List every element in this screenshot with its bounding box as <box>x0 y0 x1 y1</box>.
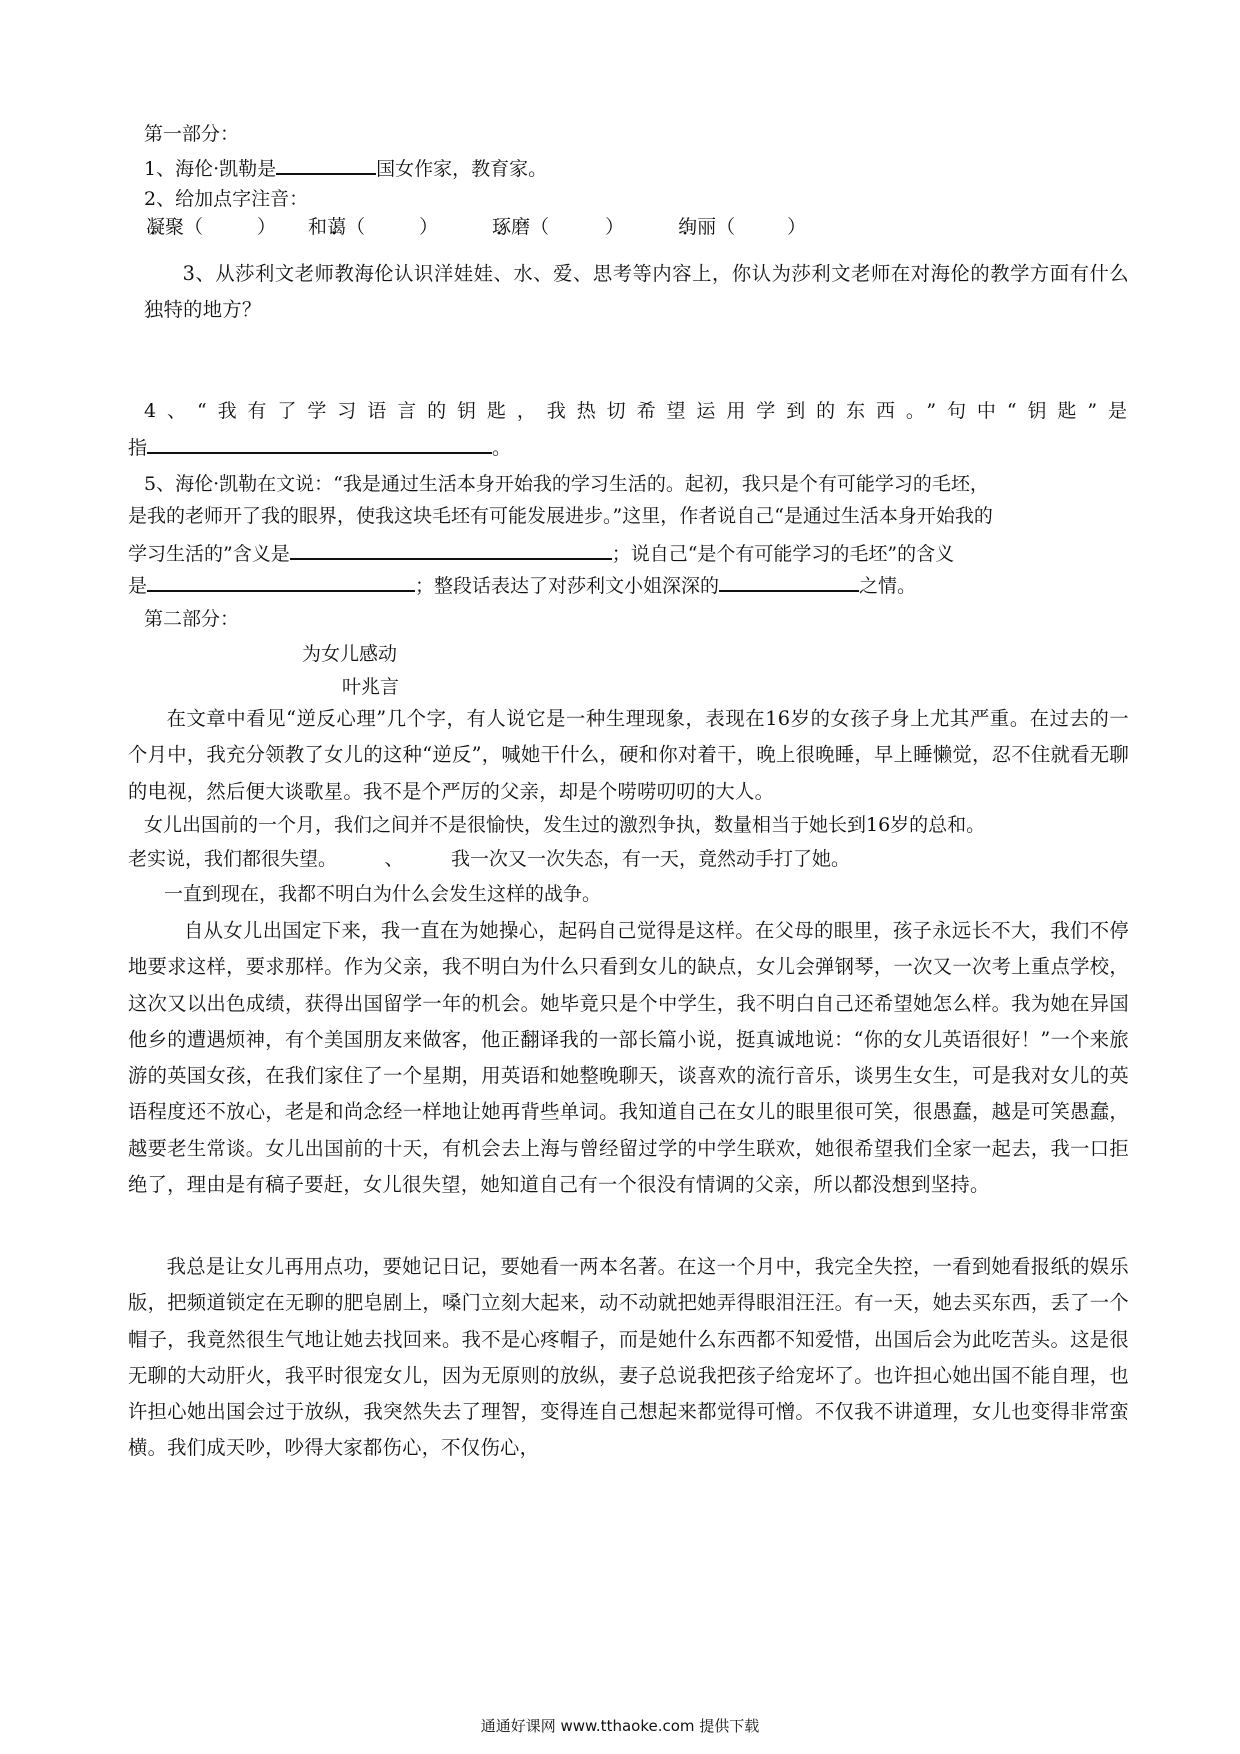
dotted-char: 凝 <box>146 216 166 238</box>
article-title: 为女儿感动 <box>302 643 398 665</box>
question-1 <box>144 153 547 182</box>
dotted-char: 蔼 <box>327 216 347 238</box>
question-5-line1: 5、海伦·凯勒在文说：“我是通过生活本身开始我的学习生活的。起初，我只是个有可能学习的毛坯， <box>144 473 989 495</box>
item-text: 丽（ <box>697 216 736 238</box>
q1-text-before: 1、海伦·凯勒是 <box>144 158 277 180</box>
question-5-line2: 是我的老师开了我的眼界，使我这块毛坯有可能发展进步。”这里，作者说自己“是通过生活本身开始我的 <box>128 505 993 527</box>
article-paragraph-4: 自从女儿出国定下来，我一直在为她操心，起码自己觉得是这样。在父母的眼里，孩子永远长不大，我们不停地要求这样，要求那样。作为父亲，我不明白为什么只看到女儿的缺点，女儿会弹钢琴，一次又一次考上重点学校，这次又以出色成绩，获得出国留学一年的机会。她毕竟只是个中学生，我不明白自己还希望她怎么样。我为她在异国他乡的遭遇烦神，有个美国朋友来做客，他正翻译我的一部长篇小说，挺真诚地说：“你的女儿英语很好！”一个来旅游的英国女孩，在我们家住了一个星期，用英语和她整晚聊天，谈喜欢的流行音乐，谈男生女生，可是我对女儿的英语程度还不放心，老是和尚念经一样地让她再背些单词。我知道自己在女儿的眼里很可笑，很愚蠢，越是可笑愚蠢，越要老生常谈。女儿出国前的十天，有机会去上海与曾经留过学的中学生联欢，她很希望我们全家一起去，我一口拒绝了，理由是有稿子要赶，女儿很失望，她知道自己有一个很没有情调的父亲，所以都没想到坚持。 <box>128 919 1129 1197</box>
q5-text: ；整段话表达了对莎利文小姐深深的 <box>415 575 720 597</box>
q4-text-before: 指 <box>128 437 148 459</box>
item-text: 聚（ <box>165 216 204 238</box>
article-paragraph-2-line1: 女儿出国前的一个月，我们之间并不是很愉快，发生过的激烈争执，数量相当于她长到16岁的总和。 <box>144 814 986 836</box>
pinyin-item-1 <box>146 214 302 240</box>
question-5-line3 <box>128 538 954 567</box>
part2-heading: 第二部分： <box>144 608 240 630</box>
part1-heading: 第一部分： <box>144 123 240 145</box>
q1-blank[interactable] <box>276 153 376 175</box>
q5-blank-3[interactable] <box>719 570 859 592</box>
q5-text: 是 <box>128 575 148 597</box>
question-3: 3、从莎利文老师教海伦认识洋娃娃、水、爱、思考等内容上，你认为莎利文老师在对海伦的教学方面有什么独特的地方？ <box>144 262 1129 321</box>
item-close: ） <box>787 216 807 238</box>
q5-blank-1[interactable] <box>290 538 612 560</box>
item-text: 和 <box>308 216 328 238</box>
dotted-char: 绚 <box>678 216 698 238</box>
question-4-line2 <box>128 432 511 461</box>
q4-blank[interactable] <box>147 432 492 454</box>
q5-text: 之情。 <box>859 575 917 597</box>
article-author: 叶兆言 <box>342 676 400 698</box>
question-2-prompt: 2、给加点字注音： <box>144 188 309 210</box>
pinyin-item-3 <box>492 214 672 240</box>
q5-blank-2[interactable] <box>147 570 415 592</box>
item-close: ） <box>419 216 439 238</box>
q5-text: ；说自己“是个有可能学习的毛坯”的含义 <box>611 543 955 565</box>
pinyin-item-4 <box>678 214 806 240</box>
item-text: 磨（ <box>511 216 550 238</box>
article-paragraph-1: 在文章中看见“逆反心理”几个字，有人说它是一种生理现象，表现在16岁的女孩子身上尤其严重。在过去的一个月中，我充分领教了女儿的这种“逆反”，喊她干什么，硬和你对着干，晚上很晚睡，早上睡懒觉，忍不住就看无聊的电视，然后便大谈歌星。我不是个严厉的父亲，却是个唠唠叨叨的大人。 <box>128 707 1129 803</box>
q1-text-after: 国女作家，教育家。 <box>376 158 548 180</box>
item-close: ） <box>605 216 625 238</box>
question-2-items <box>146 214 806 240</box>
question-5-line4 <box>128 570 916 599</box>
q4-text-after: 。 <box>492 437 512 459</box>
dotted-char: 琢 <box>492 216 512 238</box>
item-text: （ <box>346 216 366 238</box>
article-paragraph-5: 我总是让女儿再用点功，要她记日记，要她看一两本名著。在这一个月中，我完全失控，一看到她看报纸的娱乐版，把频道锁定在无聊的肥皂剧上，嗓门立刻大起来，动不动就把她弄得眼泪汪汪。有一天，她去买东西，丢了一个帽子，我竟然很生气地让她去找回来。我不是心疼帽子，而是她什么东西都不知爱惜，出国后会为此吃苦头。这是很无聊的大动肝火，我平时很宠女儿，因为无原则的放纵，妻子总说我把孩子给宠坏了。也许担心她出国不能自理，也许担心她出国会过于放纵，我突然失去了理智，变得连自己想起来都觉得可憎。不仅我不讲道理，女儿也变得非常蛮横。我们成天吵，吵得大家都伤心，不仅伤心， <box>128 1255 1129 1460</box>
article-paragraph-2-line2: 老实说，我们都很失望。 、 我一次又一次失态，有一天，竟然动手打了她。 <box>128 848 851 870</box>
page-footer: 通通好课网 www.tthaoke.com 提供下载 <box>480 1717 760 1735</box>
article-paragraph-3: 一直到现在，我都不明白为什么会发生这样的战争。 <box>164 883 602 905</box>
item-close: ） <box>257 216 277 238</box>
q5-text: 学习生活的”含义是 <box>128 543 290 565</box>
pinyin-item-2 <box>308 214 486 240</box>
question-4-line1: 4、“我有了学习语言的钥匙，我热切希望运用学到的东西。”句中“钥匙”是 <box>144 400 1129 422</box>
